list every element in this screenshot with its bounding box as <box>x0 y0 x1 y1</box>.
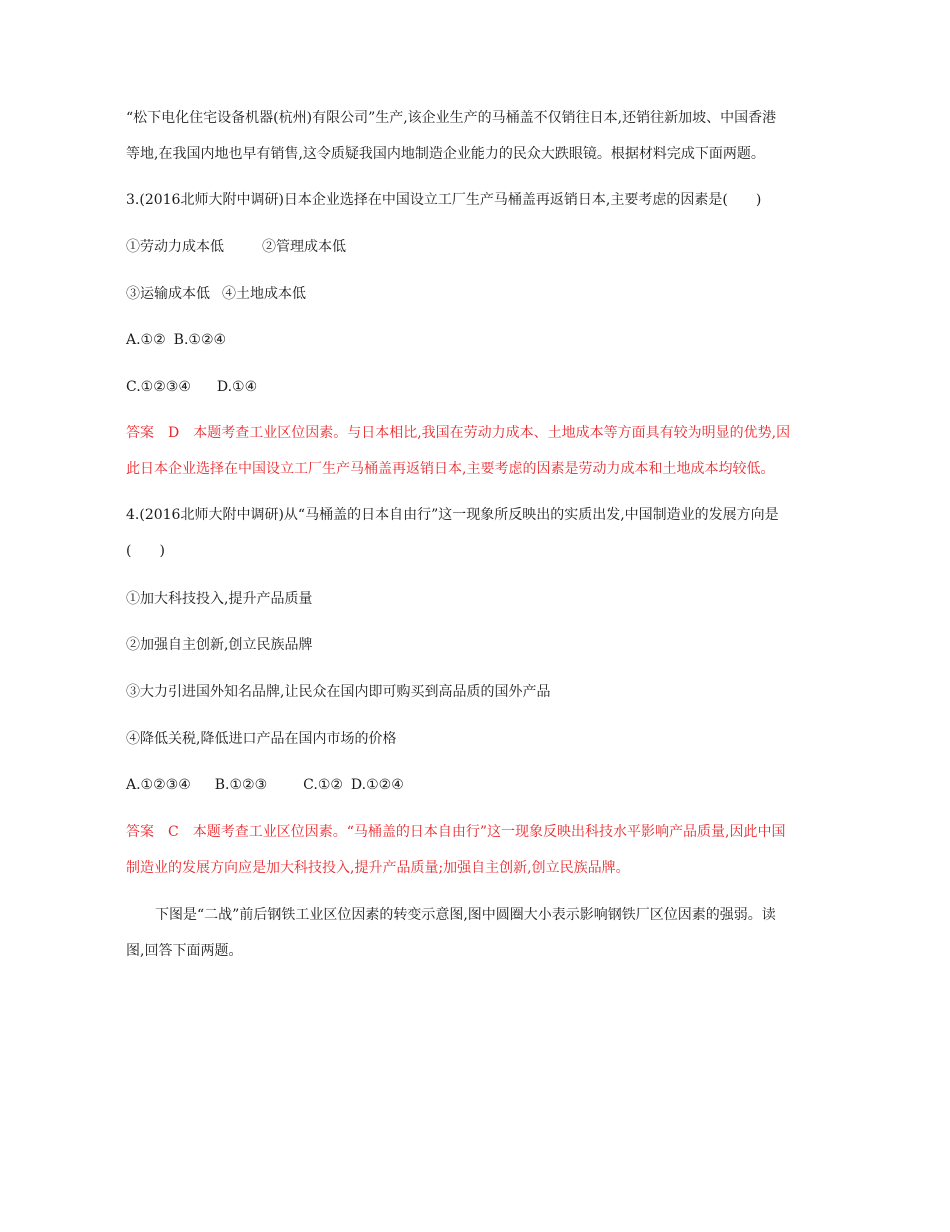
next-section-line-1: 下图是“二战”前后钢铁工业区位因素的转变示意图,图中圆圈大小表示影响钢铁厂区位因素的强弱。读 <box>155 907 776 923</box>
q3-option-b: B.①②④ <box>173 332 227 348</box>
q4-option-a: A.①②③④ <box>126 777 191 793</box>
next-section-line-2: 图,回答下面两题。 <box>126 943 243 959</box>
q3-answer-key: D <box>168 425 180 441</box>
q3-item-2: ②管理成本低 <box>262 239 346 255</box>
q4-item-4: ④降低关税,降低进口产品在国内市场的价格 <box>126 731 397 747</box>
q3-option-a: A.①② <box>126 332 166 348</box>
q4-option-c: C.①② <box>303 777 343 793</box>
question-4-stem-line-1: 4.(2016北师大附中调研)从“马桶盖的日本自由行”这一现象所反映出的实质出发,中国制造业的发展方向是 <box>126 507 779 523</box>
question-3-options-row-2 <box>126 377 257 397</box>
question-3-stem: 3.(2016北师大附中调研)日本企业选择在中国设立工厂生产马桶盖再返销日本,主要考虑的因素是( ) <box>126 192 762 208</box>
question-3-options-row-1 <box>126 330 226 350</box>
q3-item-3: ③运输成本低 <box>126 286 210 302</box>
q3-option-d: D.①④ <box>216 379 258 395</box>
intro-line-2: 等地,在我国内地也早有销售,这令质疑我国内地制造企业能力的民众大跌眼镜。根据材料完成下面两题。 <box>126 146 765 162</box>
q3-option-c: C.①②③④ <box>126 379 191 395</box>
question-3-items-row-1 <box>126 237 346 257</box>
q3-item-1: ①劳动力成本低 <box>126 239 224 255</box>
q4-item-3: ③大力引进国外知名品牌,让民众在国内即可购买到高品质的国外产品 <box>126 684 551 700</box>
question-4-answer-line-1 <box>126 822 785 842</box>
q4-item-2: ②加强自主创新,创立民族品牌 <box>126 637 313 653</box>
question-3-answer-line-2: 此日本企业选择在中国设立工厂生产马桶盖再返销日本,主要考虑的因素是劳动力成本和土地成本均较低。 <box>126 461 775 477</box>
question-3-items-row-2 <box>126 284 306 304</box>
intro-line-1: “松下电化住宅设备机器(杭州)有限公司”生产,该企业生产的马桶盖不仅销往日本,还销往新加坡、中国香港 <box>126 110 777 126</box>
q4-option-b: B.①②③ <box>214 777 268 793</box>
q4-option-d: D.①②④ <box>350 777 404 793</box>
question-4-options <box>126 775 404 795</box>
question-4-answer-line-2: 制造业的发展方向应是加大科技投入,提升产品质量;加强自主创新,创立民族品牌。 <box>126 860 630 876</box>
q4-answer-label: 答案 <box>126 824 154 840</box>
q4-item-1: ①加大科技投入,提升产品质量 <box>126 591 313 607</box>
q3-answer-explanation-1: 本题考查工业区位因素。与日本相比,我国在劳动力成本、土地成本等方面具有较为明显的优势,因 <box>193 425 791 441</box>
q3-answer-label: 答案 <box>126 425 154 441</box>
question-3-answer-line-1 <box>126 423 790 443</box>
question-4-stem-line-2: ( ) <box>126 543 165 559</box>
q4-answer-key: C <box>168 824 179 840</box>
q3-item-4: ④土地成本低 <box>222 286 306 302</box>
q4-answer-explanation-1: 本题考查工业区位因素。“马桶盖的日本自由行”这一现象反映出科技水平影响产品质量,因此中国 <box>192 824 786 840</box>
